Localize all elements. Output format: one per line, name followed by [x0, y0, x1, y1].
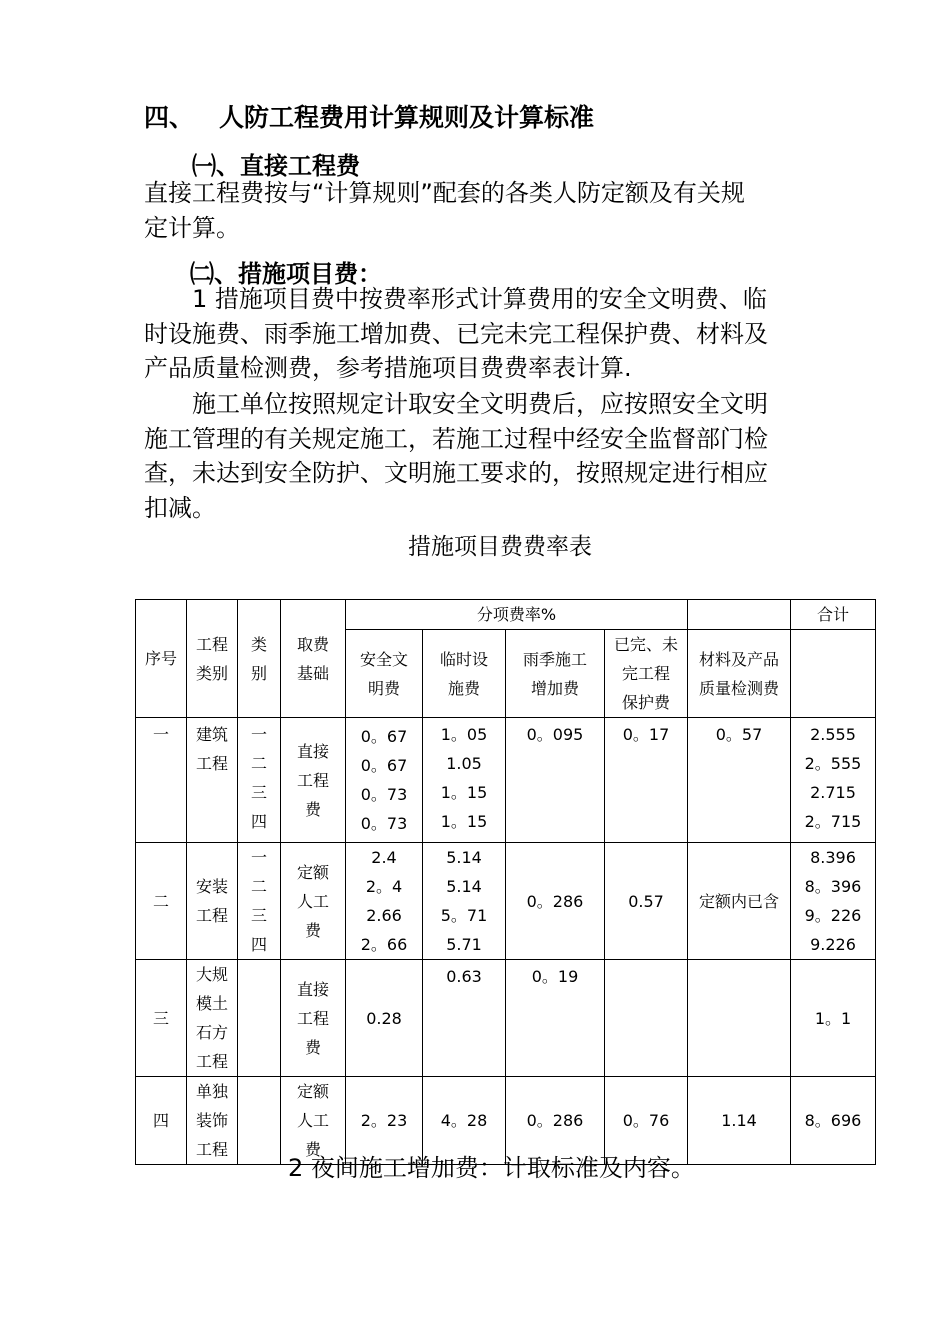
row-safety: 2。23 — [346, 1077, 423, 1165]
paragraph-line: 定计算。 — [144, 213, 240, 242]
row-rainy: 0。095 — [506, 718, 605, 843]
table-caption: 措施项目费费率表 — [408, 534, 592, 560]
row-temp: 0.63 — [423, 960, 506, 1077]
paragraph-line: 1 措施项目费中按费率形式计算费用的安全文明费、临 — [192, 285, 767, 313]
header-rate-group: 分项费率% — [346, 600, 688, 630]
row-protect: 0.57 — [605, 843, 688, 960]
heading-number: 四、 — [144, 103, 195, 132]
header-rainy: 雨季施工 增加费 — [506, 630, 605, 718]
night-work-fee-line: 2 夜间施工增加费：计取标准及内容。 — [288, 1154, 695, 1182]
row-material: 0。57 — [688, 718, 791, 843]
row-total: 8.396 8。396 9。226 9.226 — [791, 843, 876, 960]
row-seq: 三 — [136, 960, 187, 1077]
row-seq: 一 — [136, 718, 187, 843]
row-category: 一 二 三 四 — [238, 718, 281, 843]
header-category: 类 别 — [238, 600, 281, 718]
row-safety: 0.28 — [346, 960, 423, 1077]
header-protect: 已完、未 完工程 保护费 — [605, 630, 688, 718]
row-protect: 0。76 — [605, 1077, 688, 1165]
row-base: 定额 人工 费 — [281, 843, 346, 960]
section-heading — [144, 98, 594, 134]
header-safety: 安全文 明费 — [346, 630, 423, 718]
row-protect: 0。17 — [605, 718, 688, 843]
row-project-type: 大规 模土 石方 工程 — [187, 960, 238, 1077]
row-seq: 二 — [136, 843, 187, 960]
subsection-1-paragraph — [144, 176, 824, 245]
header-temp: 临时设 施费 — [423, 630, 506, 718]
row-safety: 2.4 2。4 2.66 2。66 — [346, 843, 423, 960]
row-total: 8。696 — [791, 1077, 876, 1165]
row-base: 直接 工程 费 — [281, 960, 346, 1077]
row-material — [688, 960, 791, 1077]
header-seq: 序号 — [136, 600, 187, 718]
row-seq: 四 — [136, 1077, 187, 1165]
subsection-1-title: ㈠、直接工程费 — [192, 152, 360, 180]
row-total: 2.555 2。555 2.715 2。715 — [791, 718, 876, 843]
paragraph-line: 产品质量检测费，参考措施项目费费率表计算. — [144, 354, 632, 382]
paragraph-line: 扣减。 — [144, 493, 216, 522]
row-category — [238, 960, 281, 1077]
row-temp: 5.14 5.14 5。71 5.71 — [423, 843, 506, 960]
paragraph-line: 施工管理的有关规定施工，若施工过程中经安全监督部门检 — [144, 424, 768, 453]
header-project-type: 工程 类别 — [187, 600, 238, 718]
row-project-type: 建筑 工程 — [187, 718, 238, 843]
table-header-row — [136, 600, 876, 630]
heading-title: 人防工程费用计算规则及计算标准 — [219, 103, 595, 132]
header-base: 取费 基础 — [281, 600, 346, 718]
row-material: 定额内已含 — [688, 843, 791, 960]
row-rainy: 0。286 — [506, 843, 605, 960]
table-row — [136, 718, 876, 843]
table-row — [136, 960, 876, 1077]
paragraph-line: 查，未达到安全防护、文明施工要求的，按照规定进行相应 — [144, 459, 768, 487]
row-temp: 1。05 1.05 1。15 1。15 — [423, 718, 506, 843]
header-material: 材料及产品 质量检测费 — [688, 630, 791, 718]
header-total: 合计 — [791, 600, 876, 630]
row-project-type: 单独 装饰 工程 — [187, 1077, 238, 1165]
paragraph-line: 时设施费、雨季施工增加费、已完未完工程保护费、材料及 — [144, 319, 768, 348]
table-row — [136, 843, 876, 960]
row-total: 1。1 — [791, 960, 876, 1077]
subsection-2-paragraph-1 — [144, 282, 824, 386]
row-temp: 4。28 — [423, 1077, 506, 1165]
row-base: 直接 工程 费 — [281, 718, 346, 843]
row-category — [238, 1077, 281, 1165]
subsection-2-paragraph-2 — [144, 387, 824, 525]
rate-table — [135, 599, 876, 1165]
row-rainy: 0。286 — [506, 1077, 605, 1165]
subsection-2-title: ㈡、措施项目费： — [190, 260, 382, 288]
row-rainy: 0。19 — [506, 960, 605, 1077]
paragraph-line: 施工单位按照规定计取安全文明费后，应按照安全文明 — [192, 390, 768, 418]
header-total-blank — [791, 630, 876, 718]
paragraph-line: 直接工程费按与“计算规则”配套的各类人防定额及有关规 — [144, 179, 745, 207]
row-protect — [605, 960, 688, 1077]
row-project-type: 安装 工程 — [187, 843, 238, 960]
row-safety: 0。67 0。67 0。73 0。73 — [346, 718, 423, 843]
row-category: 一 二 三 四 — [238, 843, 281, 960]
header-empty — [688, 600, 791, 630]
row-base: 定额 人工 费 — [281, 1077, 346, 1165]
row-material: 1.14 — [688, 1077, 791, 1165]
